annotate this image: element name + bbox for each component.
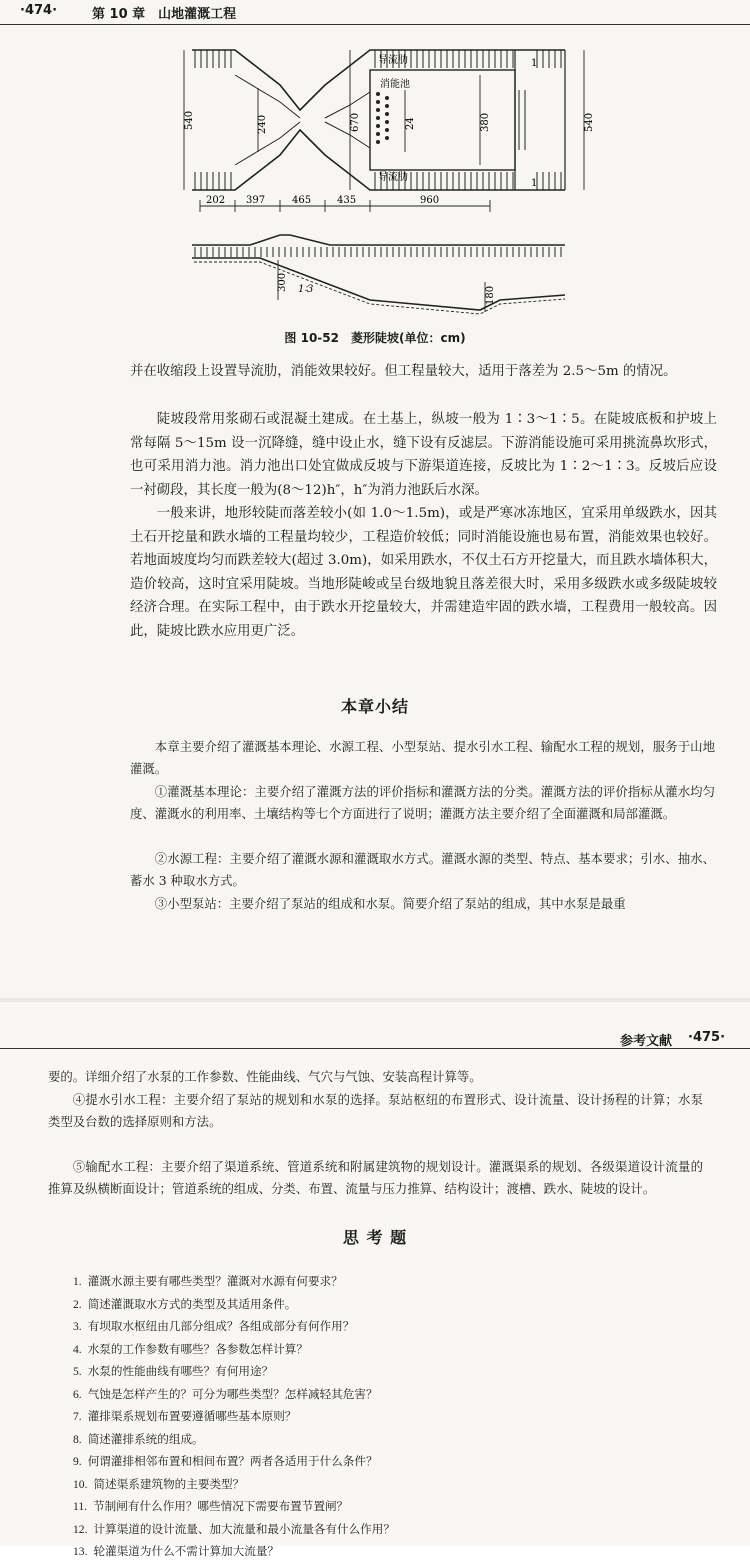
- hatch-right-bottom: [535, 172, 565, 190]
- page-header: [0, 0, 750, 25]
- dim-380: 380: [480, 112, 491, 132]
- seg-465: 465: [292, 195, 312, 206]
- label-guide-rib-top: 导流肋: [378, 55, 408, 66]
- dim-24: 24: [405, 117, 416, 130]
- list-item: 11. 节制闸有什么作用？哪些情况下需要布置节置闸？: [73, 1499, 349, 1513]
- hatch-right-apron: [518, 90, 528, 150]
- dissipator-blocks: [376, 92, 389, 144]
- page-number-475: ·475·: [688, 1030, 726, 1045]
- section-mark-bottom: 1: [531, 178, 538, 189]
- list-item: 10. 简述渠系建筑物的主要类型？: [73, 1476, 245, 1491]
- list-item: 7. 灌排渠系规划布置要遵循哪些基本原则？: [73, 1409, 297, 1423]
- summary-paragraph-3: ③小型泵站：主要介绍了泵站的组成和水泵。简要介绍了泵站的组成，其中水泵是最重: [154, 896, 626, 911]
- label-stilling-basin: 消能池: [380, 79, 410, 90]
- rhombic-steep-slope-figure: [180, 30, 630, 330]
- dim-180: 180: [485, 285, 496, 305]
- page-number: ·474·: [20, 3, 58, 18]
- section-mark-top: 1: [531, 58, 538, 69]
- questions-list: [73, 1270, 693, 1563]
- dim-300: 300: [277, 272, 288, 292]
- dim-540-right: 540: [584, 112, 595, 132]
- summary-paragraph-5: ⑤输配水工程：主要介绍了渠道系统、管道系统和附属建筑物的规划设计。灌溉渠系的规划、各级渠道设计流量的推算及纵横断面设计；管道系统的组成、分类、布置、流量与压力推算、结构设计；渡槽、跌水、陡坡的设计。: [48, 1159, 703, 1197]
- paragraph-2: 陡坡段常用浆砌石或混凝土建成。在土基上，纵坡一般为 1∶3～1∶5。在陡坡底板和护坡上常每隔 5～15m 设一沉降缝，缝中设止水，缝下设有反滤层。下游消能设施可采用挑流鼻坎形式，也可采用消力池。消力池出口处宜做成反坡与下游渠道连接，反坡比为 1∶2～1∶3。反坡后应设一衬砌段，其长度一般为(8～12)h″，h″为消力池跃后水深。: [130, 412, 717, 498]
- paragraph-1: 并在收缩段上设置导流肋，消能效果较好。但工程量较大，适用于落差为 2.5～5m 的情况。: [130, 364, 677, 379]
- questions-title: 思 考 题: [342, 1228, 408, 1247]
- chapter-title-475: 参考文献: [620, 1034, 673, 1049]
- list-item: 3. 有坝取水枢纽由几部分组成？各组成部分有何作用？: [73, 1319, 355, 1333]
- hatch-wall-top-left: [192, 50, 235, 68]
- slope-ratio: 1∶3: [298, 284, 314, 295]
- list-item: 2. 简述灌溉取水方式的类型及其适用条件。: [73, 1296, 297, 1311]
- seg-435: 435: [337, 195, 357, 206]
- paragraph-3: 一般来讲，地形较陡而落差较小(如 1.0～1.5m)，或是严寒冰冻地区，宜采用单级跌水，因其土石开挖量和跌水墙的工程量均较少，工程造价较低；同时消能设施也易布置，消能效果也较好。若地面坡度均匀而跌差较大(超过 3.0m)，如采用跌水，不仅土石方开挖量大，而且跌水墙体积大，造价较高，这时宜采用陡坡。当地形陡峻或呈台级地貌且落差很大时，采用多级跌水或多级陡坡较经济合理。在实际工程中，由于跌水开挖量较大，并需建造牢固的跌水墙，工程费用一般较高。因此，陡坡比跌水应用更广泛。: [130, 506, 717, 639]
- label-guide-rib-bottom: 导流肋: [378, 172, 408, 183]
- dim-240: 240: [257, 114, 268, 134]
- page-475: [0, 1002, 750, 1558]
- profile-view: [192, 235, 565, 314]
- list-item: 8. 简述灌排系统的组成。: [73, 1431, 204, 1446]
- summary-paragraph-1: ①灌溉基本理论：主要介绍了灌溉方法的评价指标和灌溉方法的分类。灌溉方法的评价指标从灌水均匀度、灌溉水的利用率、土壤结构等七个方面进行了说明；灌溉方法主要介绍了全面灌溉和局部灌溉。: [130, 784, 715, 822]
- list-item: 4. 水泵的工作参数有哪些？各参数怎样计算？: [73, 1341, 308, 1356]
- list-item: 1. 灌溉水源主要有哪些类型？灌溉对水源有何要求？: [73, 1274, 343, 1288]
- summary-paragraph-intro: 本章主要介绍了灌溉基本理论、水源工程、小型泵站、提水引水工程、输配水工程的规划，服务于山地灌溉。: [130, 739, 715, 777]
- summary-paragraph-2: ②水源工程：主要介绍了灌溉水源和灌溉取水方式。灌溉水源的类型、特点、基本要求；引水、抽水、蓄水 3 种取水方式。: [130, 851, 715, 889]
- list-item: 6. 气蚀是怎样产生的？可分为哪些类型？怎样减轻其危害？: [73, 1386, 378, 1401]
- plan-view: [192, 50, 565, 190]
- list-item: 5. 水泵的性能曲线有哪些？有何用途？: [73, 1364, 274, 1378]
- dim-670: 670: [350, 112, 361, 132]
- hatch-right-top: [535, 50, 565, 68]
- seg-202: 202: [206, 195, 226, 206]
- hatch-profile-right: [372, 247, 565, 257]
- summary-continued-3: 要的。详细介绍了水泵的工作参数、性能曲线、气穴与气蚀、安装高程计算等。: [48, 1069, 482, 1084]
- list-item: 12. 计算渠道的设计流量、加大流量和最小流量各有什么作用？: [73, 1521, 395, 1536]
- list-item: 9. 何谓灌排相邻布置和相间布置？两者各适用于什么条件？: [73, 1454, 378, 1468]
- hatch-wall-bottom-left: [192, 172, 235, 190]
- chapter-summary-title: 本章小结: [340, 697, 409, 716]
- figure-caption: 图 10-52 菱形陡坡(单位：cm): [284, 331, 466, 345]
- dim-540-left: 540: [184, 110, 195, 130]
- seg-397: 397: [246, 195, 266, 206]
- chapter-title: 第 10 章 山地灌溉工程: [92, 7, 237, 22]
- summary-paragraph-4: ④提水引水工程：主要介绍了泵站的规划和水泵的选择。泵站枢纽的布置形式、设计流量、设计扬程的计算；水泵类型及台数的选择原则和方法。: [48, 1092, 703, 1130]
- hatch-profile-left: [192, 247, 372, 257]
- list-item: 13. 轮灌渠道为什么不需计算加大流量？: [73, 1544, 280, 1558]
- seg-960: 960: [420, 195, 440, 206]
- page-header-475: [0, 1024, 750, 1049]
